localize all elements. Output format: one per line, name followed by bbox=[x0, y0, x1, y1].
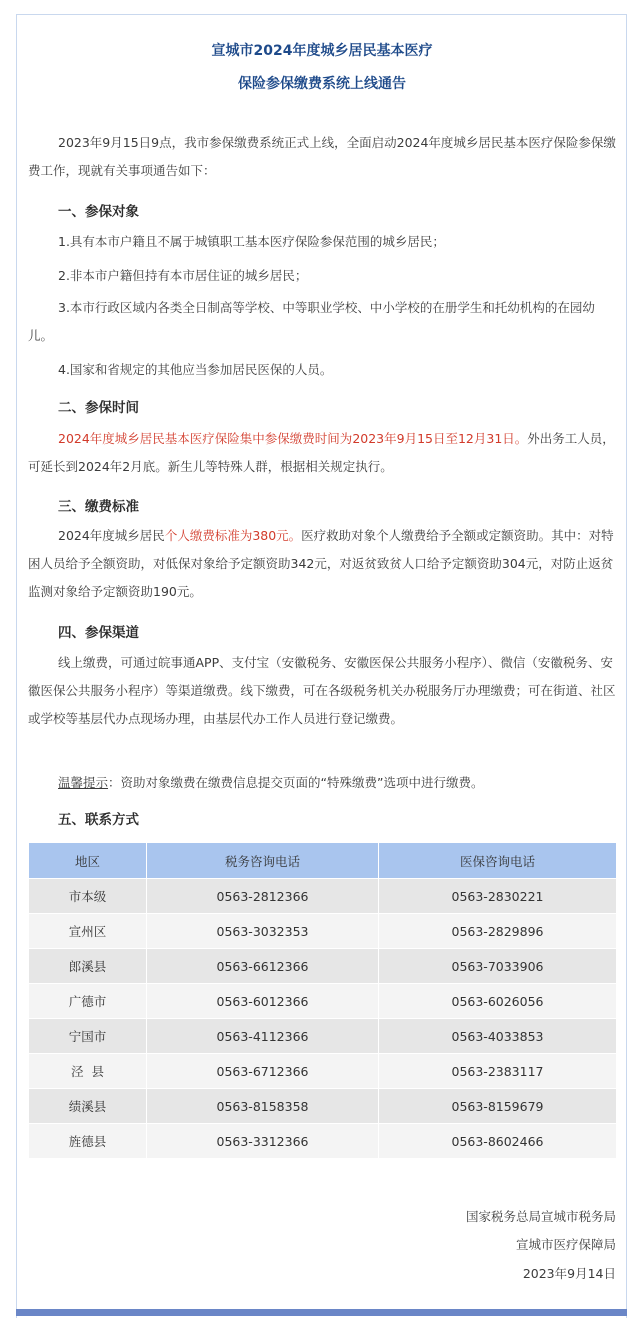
insurance-phone-cell: 0563-2829896 bbox=[379, 914, 617, 949]
section2-highlight: 2024年度城乡居民基本医疗保险集中参保缴费时间为2023年9月15日至12月31日。 bbox=[58, 431, 528, 446]
tax-phone-cell: 0563-6712366 bbox=[147, 1054, 379, 1089]
section4-heading: 四、参保渠道 bbox=[58, 625, 139, 641]
insurance-phone-cell: 0563-2830221 bbox=[379, 879, 617, 914]
section2-paragraph: 2024年度城乡居民基本医疗保险集中参保缴费时间为2023年9月15日至12月31日。外出务工人员，可延长到2024年2月底。新生儿等特殊人群，根据相关规定执行。 bbox=[28, 431, 615, 474]
notice-title-line2: 保险参保缴费系统上线通告 bbox=[238, 76, 406, 92]
insurance-phone-cell: 0563-6026056 bbox=[379, 984, 617, 1019]
region-cell: 宣州区 bbox=[29, 914, 147, 949]
section5-heading: 五、联系方式 bbox=[58, 812, 139, 828]
signature-date: 2023年9月14日 bbox=[522, 1266, 616, 1281]
tip-label: 温馨提示 bbox=[58, 775, 109, 790]
insurance-phone-cell: 0563-8159679 bbox=[379, 1089, 617, 1124]
signature-medical-bureau: 宣城市医疗保障局 bbox=[515, 1237, 616, 1252]
insurance-phone-cell: 0563-4033853 bbox=[379, 1019, 617, 1054]
table-row bbox=[29, 1124, 617, 1159]
table-row bbox=[29, 984, 617, 1019]
contact-table bbox=[28, 842, 617, 1159]
tax-phone-cell: 0563-8158358 bbox=[147, 1089, 379, 1124]
table-row bbox=[29, 949, 617, 984]
section3-heading: 三、缴费标准 bbox=[58, 499, 139, 515]
tax-phone-cell: 0563-4112366 bbox=[147, 1019, 379, 1054]
region-cell: 市本级 bbox=[29, 879, 147, 914]
section1-item-4: 4.国家和省规定的其他应当参加居民医保的人员。 bbox=[58, 362, 333, 377]
tax-phone-cell: 0563-3032353 bbox=[147, 914, 379, 949]
intro-text: 2023年9月15日9点，我市参保缴费系统正式上线，全面启动2024年度城乡居民基本医疗保险参保缴费工作，现就有关事项通告如下： bbox=[28, 135, 616, 178]
section1-item-2: 2.非本市户籍但持有本市居住证的城乡居民； bbox=[58, 268, 308, 283]
intro-paragraph bbox=[28, 129, 618, 185]
tax-phone-cell: 0563-6012366 bbox=[147, 984, 379, 1019]
region-cell: 郎溪县 bbox=[29, 949, 147, 984]
insurance-phone-cell: 0563-7033906 bbox=[379, 949, 617, 984]
section3-paragraph: 2024年度城乡居民个人缴费标准为380元。医疗救助对象个人缴费给予全额或定额资助。其中：对特困人员给予全额资助，对低保对象给予定额资助342元，对返贫致贫人口给予定额资助304元，对防止返贫监测对象给予定额资助190元。 bbox=[28, 528, 614, 599]
section4-paragraph: 线上缴费，可通过皖事通APP、支付宝（安徽税务、安徽医保公共服务小程序）、微信（安徽税务、安徽医保公共服务小程序）等渠道缴费。线下缴费，可在各级税务机关办税服务厅办理缴费；可在街道、社区或学校等基层代办点现场办理，由基层代办工作人员进行登记缴费。 bbox=[28, 655, 616, 726]
table-header-row bbox=[29, 843, 617, 879]
region-cell: 旌德县 bbox=[29, 1124, 147, 1159]
region-cell: 泾 县 bbox=[29, 1054, 147, 1089]
section1-item-3: 3.本市行政区域内各类全日制高等学校、中等职业学校、中小学校的在册学生和托幼机构的在园幼儿。 bbox=[28, 300, 595, 343]
insurance-phone-cell: 0563-8602466 bbox=[379, 1124, 617, 1159]
table-row bbox=[29, 1019, 617, 1054]
tax-phone-cell: 0563-2812366 bbox=[147, 879, 379, 914]
column-header-region: 地区 bbox=[29, 843, 147, 879]
tip-paragraph: 温馨提示：资助对象缴费在缴费信息提交页面的“特殊缴费”选项中进行缴费。 bbox=[58, 775, 484, 790]
signature-tax-bureau: 国家税务总局宣城市税务局 bbox=[465, 1209, 616, 1224]
region-cell: 绩溪县 bbox=[29, 1089, 147, 1124]
table-row bbox=[29, 1089, 617, 1124]
tax-phone-cell: 0563-3312366 bbox=[147, 1124, 379, 1159]
table-row bbox=[29, 1054, 617, 1089]
section1-heading: 一、参保对象 bbox=[58, 204, 139, 220]
table-row bbox=[29, 914, 617, 949]
column-header-insurance-phone: 医保咨询电话 bbox=[379, 843, 617, 879]
section2-heading: 二、参保时间 bbox=[58, 400, 139, 416]
tax-phone-cell: 0563-6612366 bbox=[147, 949, 379, 984]
bottom-accent-bar bbox=[16, 1309, 627, 1316]
insurance-phone-cell: 0563-2383117 bbox=[379, 1054, 617, 1089]
section1-item-1: 1.具有本市户籍且不属于城镇职工基本医疗保险参保范围的城乡居民； bbox=[58, 234, 445, 249]
region-cell: 广德市 bbox=[29, 984, 147, 1019]
notice-title-line1: 宣城市2024年度城乡居民基本医疗 bbox=[211, 43, 433, 59]
section3-highlight: 个人缴费标准为380元。 bbox=[164, 528, 302, 543]
region-cell: 宁国市 bbox=[29, 1019, 147, 1054]
column-header-tax-phone: 税务咨询电话 bbox=[147, 843, 379, 879]
table-row bbox=[29, 879, 617, 914]
